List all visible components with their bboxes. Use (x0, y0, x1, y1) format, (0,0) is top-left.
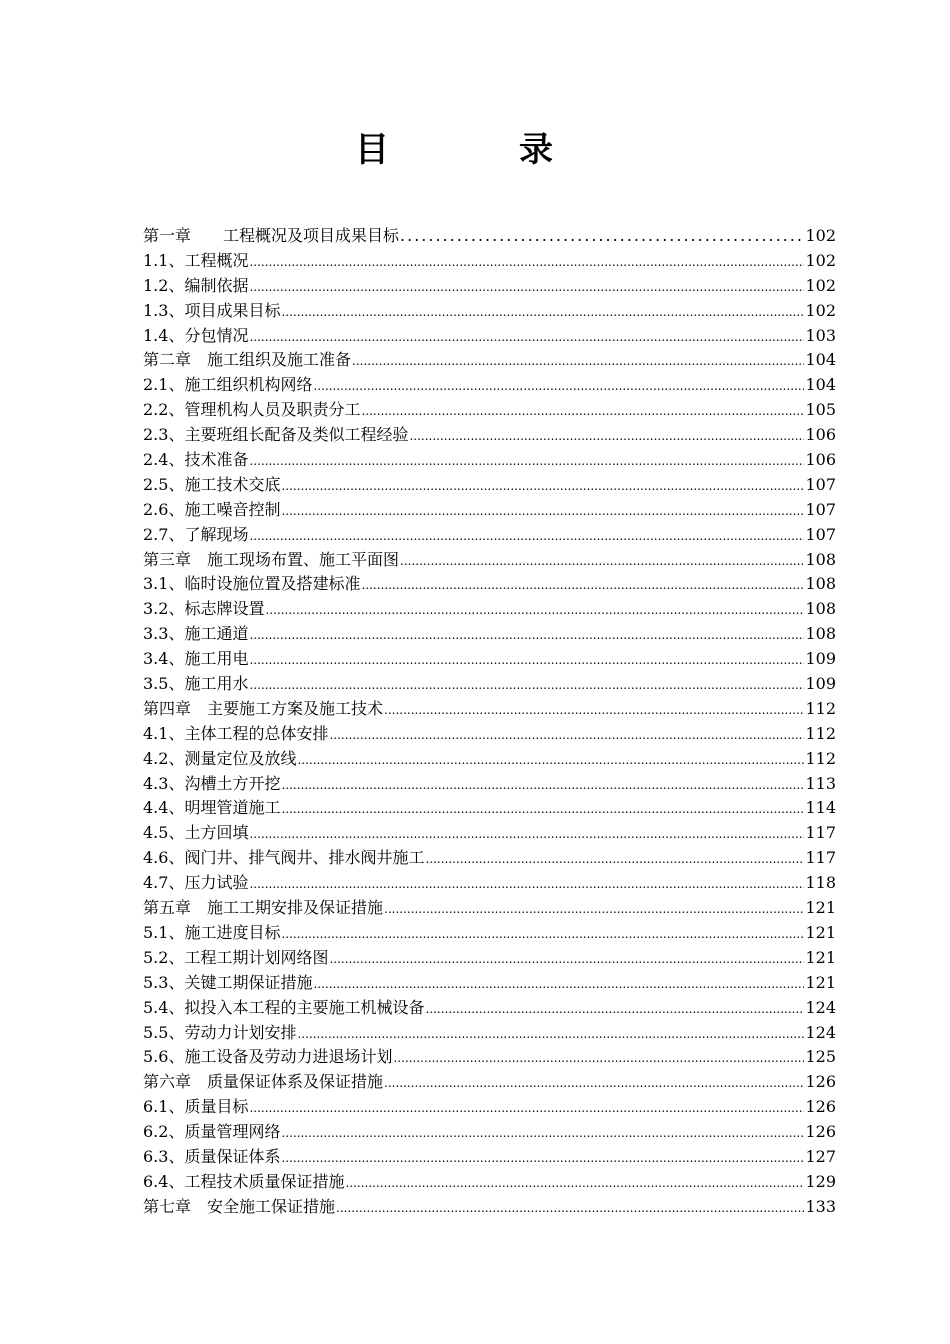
toc-entry[interactable] (143, 324, 836, 349)
toc-entry-page-number: 112 (805, 698, 836, 718)
toc-entry[interactable] (143, 747, 836, 772)
toc-entry-page-number: 106 (805, 425, 836, 445)
toc-entry-page-number: 133 (805, 1196, 836, 1216)
toc-entry-label: 6.1、质量目标 (143, 1097, 249, 1117)
toc-entry-label: 2.5、施工技术交底 (143, 474, 281, 494)
toc-entry[interactable] (143, 572, 836, 597)
toc-entry[interactable] (143, 523, 836, 548)
toc-entry-page-number: 121 (805, 972, 836, 992)
toc-entry[interactable] (143, 498, 836, 523)
toc-entry[interactable] (143, 373, 836, 398)
toc-entry[interactable] (143, 224, 836, 249)
toc-entry-page-number: 109 (805, 674, 836, 694)
toc-entry[interactable] (143, 249, 836, 274)
toc-dot-leader (297, 1022, 804, 1047)
toc-dot-leader (281, 797, 804, 822)
toc-dot-leader (336, 1196, 804, 1221)
toc-entry-page-number: 107 (805, 474, 836, 494)
toc-entry[interactable] (143, 1045, 836, 1070)
toc-entry-page-number: 124 (805, 1022, 836, 1042)
toc-entry-label: 3.1、临时设施位置及搭建标准 (143, 574, 361, 594)
toc-dot-leader (249, 673, 804, 698)
toc-entry-page-number: 118 (805, 873, 836, 893)
toc-dot-leader (281, 300, 804, 325)
toc-entry-page-number: 121 (805, 947, 836, 967)
toc-entry-page-number: 126 (805, 1097, 836, 1117)
table-of-contents (143, 224, 836, 1220)
toc-entry-page-number: 106 (805, 450, 836, 470)
toc-entry-page-number: 126 (805, 1122, 836, 1142)
toc-dot-leader (281, 474, 804, 499)
toc-entry-label: 5.4、拟投入本工程的主要施工机械设备 (143, 997, 425, 1017)
toc-entry-page-number: 102 (805, 250, 836, 270)
toc-dot-leader (384, 698, 804, 723)
toc-dot-leader (313, 374, 804, 399)
toc-entry[interactable] (143, 772, 836, 797)
toc-entry-page-number: 104 (805, 375, 836, 395)
toc-entry[interactable] (143, 1120, 836, 1145)
toc-entry-page-number: 103 (805, 325, 836, 345)
toc-dot-leader (281, 922, 804, 947)
toc-dot-leader (249, 449, 804, 474)
toc-dot-leader (281, 773, 804, 798)
toc-entry-page-number: 109 (805, 649, 836, 669)
toc-entry[interactable] (143, 274, 836, 299)
toc-entry-label: 1.2、编制依据 (143, 275, 249, 295)
toc-entry[interactable] (143, 548, 836, 573)
toc-entry-label: 6.3、质量保证体系 (143, 1146, 281, 1166)
toc-entry-label: 第三章 施工现场布置、施工平面图 (143, 549, 400, 569)
toc-entry[interactable] (143, 1070, 836, 1095)
toc-entry-page-number: 108 (805, 574, 836, 594)
toc-entry-page-number: 108 (805, 624, 836, 644)
toc-entry-label: 4.6、阀门井、排气阀井、排水阀井施工 (143, 848, 425, 868)
toc-dot-leader (249, 872, 804, 897)
toc-entry-page-number: 102 (805, 300, 836, 320)
toc-entry-label: 6.2、质量管理网络 (143, 1122, 281, 1142)
toc-dot-leader (281, 1146, 804, 1171)
toc-dot-leader (425, 997, 804, 1022)
toc-dot-leader (352, 349, 804, 374)
toc-dot-leader (384, 897, 804, 922)
toc-dot-leader (329, 723, 804, 748)
toc-entry-label: 2.4、技术准备 (143, 450, 249, 470)
toc-dot-leader (313, 972, 804, 997)
toc-dot-leader (249, 822, 804, 847)
toc-entry-label: 4.3、沟槽土方开挖 (143, 773, 281, 793)
toc-entry[interactable] (143, 697, 836, 722)
toc-entry-label: 第一章 工程概况及项目成果目标 (143, 226, 400, 245)
toc-entry-label: 4.5、土方回填 (143, 823, 249, 843)
toc-dot-leader (329, 947, 804, 972)
toc-entry[interactable] (143, 896, 836, 921)
toc-entry-page-number: 108 (805, 599, 836, 619)
toc-entry-label: 2.1、施工组织机构网络 (143, 375, 313, 395)
toc-entry-label: 4.7、压力试验 (143, 873, 249, 893)
toc-entry[interactable] (143, 1095, 836, 1120)
toc-entry-label: 第六章 质量保证体系及保证措施 (143, 1072, 384, 1092)
toc-dot-leader (249, 1096, 804, 1121)
toc-entry-label: 5.1、施工进度目标 (143, 922, 281, 942)
toc-entry[interactable] (143, 722, 836, 747)
page-title: 目 录 (355, 130, 601, 170)
toc-entry-page-number: 129 (805, 1171, 836, 1191)
toc-dot-leader (249, 250, 804, 275)
toc-entry-page-number: 121 (805, 922, 836, 942)
toc-entry[interactable] (143, 946, 836, 971)
toc-entry-label: 3.2、标志牌设置 (143, 599, 265, 619)
toc-entry[interactable] (143, 647, 836, 672)
toc-entry-label: 6.4、工程技术质量保证措施 (143, 1171, 345, 1191)
toc-entry-page-number: 107 (805, 524, 836, 544)
toc-entry-page-number: 112 (805, 748, 836, 768)
toc-entry[interactable] (143, 299, 836, 324)
toc-entry-label: 4.2、测量定位及放线 (143, 748, 297, 768)
toc-entry[interactable] (143, 796, 836, 821)
toc-entry-page-number: 108 (805, 549, 836, 569)
toc-entry-label: 1.4、分包情况 (143, 325, 249, 345)
toc-entry-label: 5.5、劳动力计划安排 (143, 1022, 297, 1042)
toc-entry-label: 4.1、主体工程的总体安排 (143, 723, 329, 743)
toc-entry-label: 1.1、工程概况 (143, 250, 249, 270)
toc-entry[interactable] (143, 846, 836, 871)
toc-dot-leader (400, 549, 804, 574)
toc-dot-leader (384, 1071, 804, 1096)
toc-entry-label: 第五章 施工工期安排及保证措施 (143, 898, 384, 918)
toc-entry[interactable] (143, 1145, 836, 1170)
toc-entry-label: 4.4、明埋管道施工 (143, 798, 281, 818)
toc-dot-leader (281, 1121, 804, 1146)
toc-dot-leader (281, 499, 804, 524)
toc-entry[interactable] (143, 597, 836, 622)
toc-dot-leader (400, 224, 804, 249)
toc-entry-page-number: 112 (805, 723, 836, 743)
toc-entry-page-number: 125 (805, 1047, 836, 1067)
toc-entry-page-number: 107 (805, 499, 836, 519)
toc-entry-label: 3.5、施工用水 (143, 674, 249, 694)
toc-entry-page-number: 126 (805, 1072, 836, 1092)
toc-entry[interactable] (143, 1170, 836, 1195)
toc-entry[interactable] (143, 996, 836, 1021)
toc-entry-page-number: 102 (805, 275, 836, 295)
toc-entry-label: 2.2、管理机构人员及职责分工 (143, 400, 361, 420)
toc-entry-label: 5.3、关键工期保证措施 (143, 972, 313, 992)
toc-dot-leader (425, 847, 804, 872)
toc-entry-label: 第七章 安全施工保证措施 (143, 1196, 336, 1216)
toc-entry[interactable] (143, 1021, 836, 1046)
toc-entry[interactable] (143, 622, 836, 647)
toc-dot-leader (249, 623, 804, 648)
toc-entry[interactable] (143, 971, 836, 996)
toc-entry[interactable] (143, 672, 836, 697)
toc-dot-leader (361, 573, 804, 598)
toc-entry[interactable] (143, 398, 836, 423)
toc-entry-page-number: 104 (805, 350, 836, 370)
toc-dot-leader (249, 325, 804, 350)
toc-dot-leader (297, 748, 804, 773)
toc-entry[interactable] (143, 448, 836, 473)
toc-dot-leader (345, 1171, 804, 1196)
toc-entry-page-number: 105 (805, 400, 836, 420)
toc-dot-leader (249, 524, 804, 549)
toc-entry[interactable] (143, 1195, 836, 1220)
toc-entry-label: 5.6、施工设备及劳动力进退场计划 (143, 1047, 393, 1067)
toc-entry[interactable] (143, 348, 836, 373)
toc-entry-page-number: 117 (805, 848, 836, 868)
toc-entry-label: 第四章 主要施工方案及施工技术 (143, 698, 384, 718)
toc-entry-label: 2.7、了解现场 (143, 524, 249, 544)
toc-entry-label: 2.6、施工噪音控制 (143, 499, 281, 519)
toc-entry-page-number: 113 (805, 773, 836, 793)
toc-entry[interactable] (143, 871, 836, 896)
toc-dot-leader (361, 399, 804, 424)
toc-dot-leader (249, 275, 804, 300)
toc-dot-leader (409, 424, 804, 449)
toc-entry-page-number: 117 (805, 823, 836, 843)
toc-entry[interactable] (143, 821, 836, 846)
toc-entry-page-number: 121 (805, 898, 836, 918)
toc-entry-page-number: 102 (805, 226, 836, 245)
toc-dot-leader (265, 598, 804, 623)
toc-entry-label: 第二章 施工组织及施工准备 (143, 350, 352, 370)
toc-entry-page-number: 114 (805, 798, 836, 818)
toc-entry-label: 1.3、项目成果目标 (143, 300, 281, 320)
toc-dot-leader (393, 1046, 804, 1071)
toc-entry-page-number: 127 (805, 1146, 836, 1166)
toc-entry-label: 5.2、工程工期计划网络图 (143, 947, 329, 967)
toc-dot-leader (249, 648, 804, 673)
toc-entry-label: 3.4、施工用电 (143, 649, 249, 669)
toc-entry-label: 3.3、施工通道 (143, 624, 249, 644)
toc-entry[interactable] (143, 921, 836, 946)
toc-entry-label: 2.3、主要班组长配备及类似工程经验 (143, 425, 409, 445)
toc-entry[interactable] (143, 423, 836, 448)
toc-entry-page-number: 124 (805, 997, 836, 1017)
toc-entry[interactable] (143, 473, 836, 498)
